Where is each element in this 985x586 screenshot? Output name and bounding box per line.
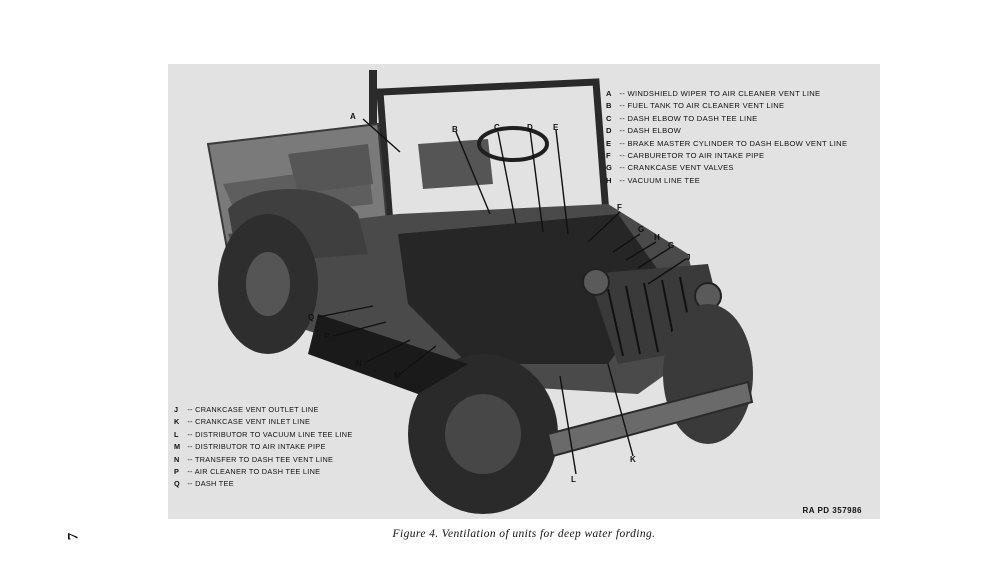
callout-j: J (686, 253, 691, 262)
callout-b: B (452, 125, 458, 134)
callout-c: C (494, 123, 500, 132)
legend-key: L (174, 429, 179, 439)
legend-key: A (606, 89, 612, 98)
callout-d: D (527, 123, 533, 132)
legend-item: C -- DASH ELBOW TO DASH TEE LINE (606, 113, 847, 125)
legend-text: TRANSFER TO DASH TEE VENT LINE (194, 454, 334, 464)
legend-key: M (174, 442, 181, 452)
legend-item: L -- DISTRIBUTOR TO VACUUM LINE TEE LINE (174, 429, 353, 441)
legend-key: C (606, 113, 612, 123)
legend-text: DISTRIBUTOR TO AIR INTAKE PIPE (195, 442, 326, 452)
legend-item: F -- CARBURETOR TO AIR INTAKE PIPE (606, 150, 847, 162)
legend-text: DISTRIBUTOR TO VACUUM LINE TEE LINE (195, 429, 353, 439)
legend-text: VACUUM LINE TEE (627, 175, 701, 185)
photo-reference-id: RA PD 357986 (802, 506, 862, 515)
legend-key: H (606, 175, 612, 185)
legend-key: K (174, 417, 180, 427)
legend-text: BRAKE MASTER CYLINDER TO DASH ELBOW VENT LINE (627, 138, 848, 148)
legend-key: E (606, 138, 612, 148)
legend-key: P (174, 467, 180, 477)
callout-g: G (638, 225, 645, 234)
legend-text: DASH TEE (195, 479, 234, 489)
legend-top (606, 88, 847, 187)
legend-text: CRANKCASE VENT OUTLET LINE (195, 405, 319, 414)
callout-k: K (630, 455, 636, 464)
legend-item: P -- AIR CLEANER TO DASH TEE LINE (174, 466, 353, 478)
callout-f: F (617, 203, 622, 212)
legend-item: B -- FUEL TANK TO AIR CLEANER VENT LINE (606, 100, 847, 112)
legend-item: G -- CRANKCASE VENT VALVES (606, 162, 847, 174)
legend-key: N (174, 454, 180, 464)
legend-key: G (606, 163, 613, 173)
legend-text: AIR CLEANER TO DASH TEE LINE (194, 467, 321, 477)
callout-n: N (356, 359, 362, 368)
legend-key: Q (174, 479, 180, 489)
legend-item: H -- VACUUM LINE TEE (606, 175, 847, 187)
page-number: 7 (65, 532, 82, 541)
legend-item: A -- WINDSHIELD WIPER TO AIR CLEANER VENT LINE (606, 88, 847, 100)
figure-caption: Figure 4. Ventilation of units for deep water fording. (392, 528, 656, 540)
legend-key: B (606, 101, 612, 111)
callout-g-2: G (668, 241, 675, 250)
legend-item: E -- BRAKE MASTER CYLINDER TO DASH ELBOW VENT LINE (606, 138, 847, 150)
callout-m: M (394, 371, 401, 380)
legend-text: WINDSHIELD WIPER TO AIR CLEANER VENT LINE (627, 89, 821, 98)
legend-text: CARBURETOR TO AIR INTAKE PIPE (627, 151, 765, 161)
legend-item: J -- CRANKCASE VENT OUTLET LINE (174, 404, 353, 416)
legend-text: FUEL TANK TO AIR CLEANER VENT LINE (627, 101, 785, 111)
legend-item: M -- DISTRIBUTOR TO AIR INTAKE PIPE (174, 441, 353, 453)
callout-p: P (324, 332, 330, 341)
legend-item: K -- CRANKCASE VENT INLET LINE (174, 416, 353, 428)
legend-text: CRANKCASE VENT VALVES (627, 163, 734, 173)
callout-q: Q (308, 313, 315, 322)
callout-h: H (654, 233, 660, 242)
legend-item: N -- TRANSFER TO DASH TEE VENT LINE (174, 454, 353, 466)
legend-item: D -- DASH ELBOW (606, 125, 847, 137)
legend-key: D (606, 126, 612, 136)
legend-bottom (174, 404, 353, 491)
legend-key: F (606, 151, 611, 161)
callout-l: L (571, 475, 576, 484)
legend-item: Q -- DASH TEE (174, 478, 353, 490)
legend-text: CRANKCASE VENT INLET LINE (195, 417, 311, 427)
legend-text: DASH ELBOW TO DASH TEE LINE (627, 113, 758, 123)
callout-e: E (553, 123, 559, 132)
callout-a: A (350, 112, 356, 121)
jeep-photo (168, 64, 880, 519)
legend-key: J (174, 405, 179, 414)
legend-text: DASH ELBOW (627, 126, 682, 136)
